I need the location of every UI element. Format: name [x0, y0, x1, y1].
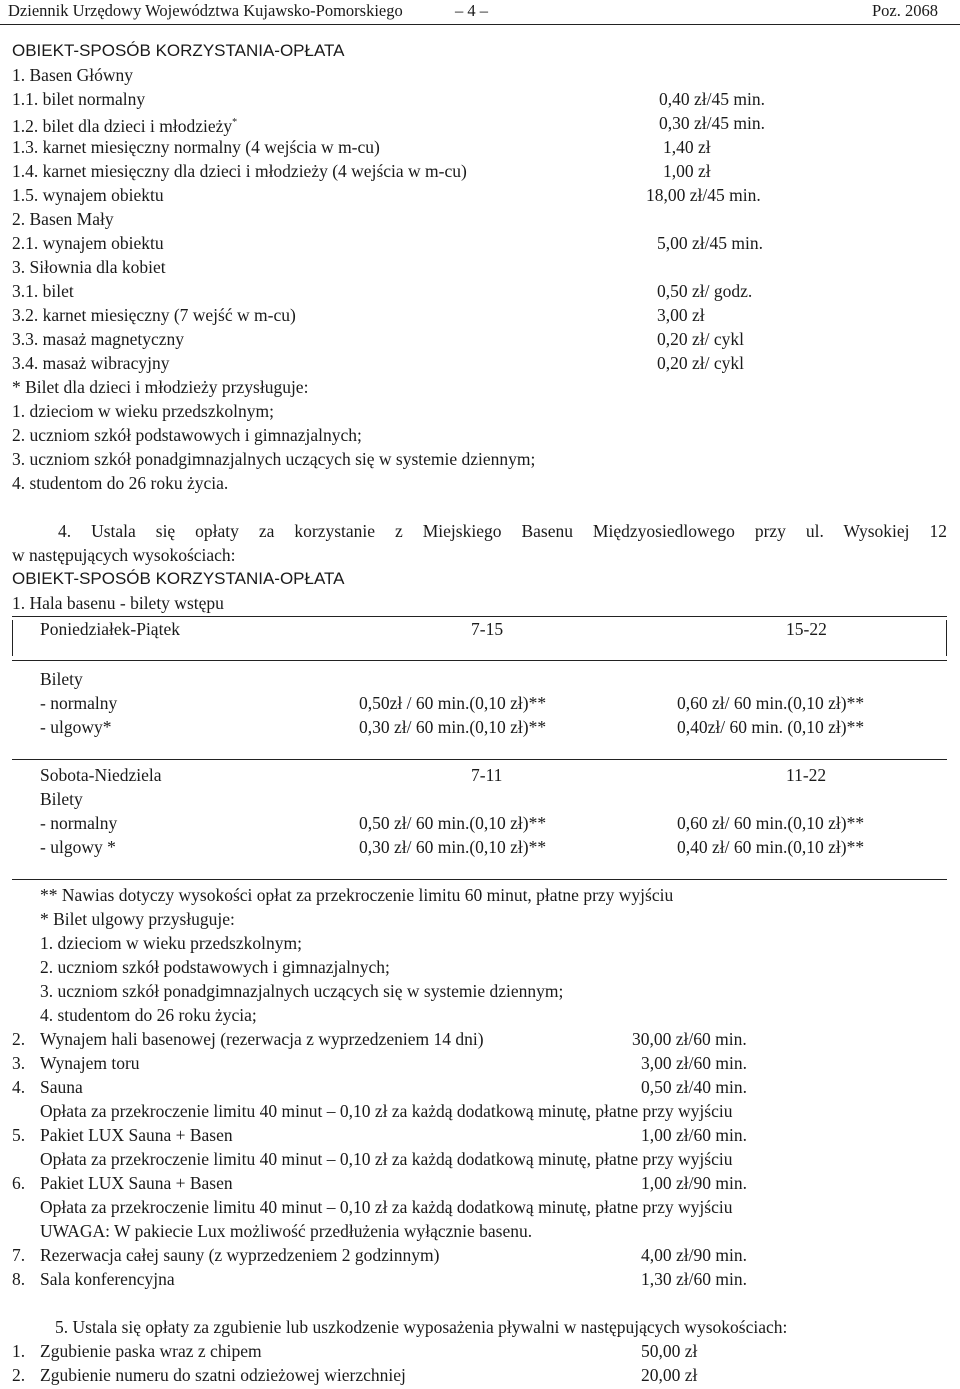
list-item-number: 6.: [12, 1173, 26, 1193]
section5-intro: 5. Ustala się opłaty za zgubienie lub uszkodzenie wyposażenia pływalni w następujących wysokościach:: [55, 1317, 788, 1337]
footnote: * Bilet ulgowy przysługuje:: [40, 909, 235, 929]
table-slot-header: 7-15: [471, 619, 504, 639]
table-slot-header: 7-11: [471, 765, 503, 785]
list-item-price: 20,00 zł: [641, 1365, 698, 1385]
table-left-border: [12, 620, 13, 656]
list-item-label: [12, 111, 237, 138]
overtime-note: Opłata za przekroczenie limitu 40 minut – 0,10 zł za każdą dodatkową minutę, płatne przy wyjściu: [40, 1149, 733, 1169]
hall-heading: 1. Hala basenu - bilety wstępu: [12, 593, 224, 613]
eligibility-item: 1. dzieciom w wieku przedszkolnym;: [12, 401, 274, 421]
list-item-number: 5.: [12, 1125, 26, 1145]
list-item-label: Pakiet LUX Sauna + Basen: [40, 1125, 233, 1145]
table-row-label: - normalny: [40, 693, 118, 713]
overtime-note: Opłata za przekroczenie limitu 40 minut – 0,10 zł za każdą dodatkową minutę, płatne przy wyjściu: [40, 1101, 733, 1121]
footnote: ** Nawias dotyczy wysokości opłat za przekroczenie limitu 60 minut, płatne przy wyjściu: [40, 885, 674, 905]
list-item-label: Zgubienie paska wraz z chipem: [40, 1341, 262, 1361]
section4-title: OBIEKT-SPOSÓB KORZYSTANIA-OPŁATA: [12, 569, 345, 588]
list-item-price: 30,00 zł/60 min.: [632, 1029, 747, 1049]
list-item-price: 1,00 zł/60 min.: [641, 1125, 747, 1145]
table-cell: 0,40zł/ 60 min. (0,10 zł)**: [677, 717, 865, 737]
list-item-price: 0,20 zł/ cykl: [657, 329, 744, 349]
list-item-label: Zgubienie numeru do szatni odzieżowej wierzchniej: [40, 1365, 406, 1385]
list-item-number: 7.: [12, 1245, 26, 1265]
list-item-number: 4.: [12, 1077, 26, 1097]
list-item-label: 1. Basen Główny: [12, 65, 134, 85]
section4-intro-cont: w następujących wysokościach:: [12, 545, 236, 565]
position-number: Poz. 2068: [872, 1, 938, 20]
eligibility-heading: * Bilet dla dzieci i młodzieży przysługuje:: [12, 377, 309, 397]
list-item-label: 3.3. masaż magnetyczny: [12, 329, 185, 349]
table-cell: 0,50 zł/ 60 min.(0,10 zł)**: [359, 813, 547, 833]
journal-title: Dziennik Urzędowy Województwa Kujawsko-Pomorskiego: [8, 1, 403, 20]
list-item-label: 1.1. bilet normalny: [12, 89, 146, 109]
list-item-price: 0,50 zł/40 min.: [641, 1077, 747, 1097]
list-item-number: 2.: [12, 1365, 26, 1385]
table-cell: 0,30 zł/ 60 min.(0,10 zł)**: [359, 717, 547, 737]
list-item-label: Wynajem toru: [40, 1053, 140, 1073]
overtime-note: Opłata za przekroczenie limitu 40 minut – 0,10 zł za każdą dodatkową minutę, płatne przy wyjściu: [40, 1197, 733, 1217]
eligibility-item: 4. studentom do 26 roku życia;: [40, 1005, 257, 1025]
list-item-label: Sala konferencyjna: [40, 1269, 175, 1289]
table-rule: [12, 759, 947, 760]
list-item-label: Pakiet LUX Sauna + Basen: [40, 1173, 233, 1193]
list-item-price: 1,00 zł: [663, 161, 711, 181]
list-item-label: 1.5. wynajem obiektu: [12, 185, 164, 205]
list-item-price: 18,00 zł/45 min.: [646, 185, 761, 205]
list-item-label: 1.4. karnet miesięczny dla dzieci i młodzieży (4 wejścia w m-cu): [12, 161, 467, 181]
table-day-label: Poniedziałek-Piątek: [40, 619, 180, 639]
list-item-label: Sauna: [40, 1077, 83, 1097]
table-right-border: [946, 620, 947, 656]
table-cell: 0,60 zł/ 60 min.(0,10 zł)**: [677, 813, 865, 833]
list-item-price: 1,30 zł/60 min.: [641, 1269, 747, 1289]
table-rule: [12, 879, 947, 880]
list-item-number: 2.: [12, 1029, 26, 1049]
list-item-number: 8.: [12, 1269, 26, 1289]
page-number: – 4 –: [455, 1, 488, 20]
list-item-price: 0,40 zł/45 min.: [659, 89, 765, 109]
header-rule: [0, 24, 960, 25]
list-item-label: 3.4. masaż wibracyjny: [12, 353, 170, 373]
list-item-price: 50,00 zł: [641, 1341, 698, 1361]
warning-note: UWAGA: W pakiecie Lux możliwość przedłużenia wyłącznie basenu.: [40, 1221, 533, 1241]
list-item-label: Wynajem hali basenowej (rezerwacja z wyprzedzeniem 14 dni): [40, 1029, 484, 1049]
eligibility-item: 2. uczniom szkół podstawowych i gimnazjalnych;: [12, 425, 362, 445]
list-item-text: 1.2. bilet dla dzieci i młodzieży: [12, 115, 233, 136]
list-item-price: 0,20 zł/ cykl: [657, 353, 744, 373]
table-row-label: - ulgowy *: [40, 837, 116, 857]
list-item-label: 3. Siłownia dla kobiet: [12, 257, 166, 277]
footnote-mark: *: [232, 117, 238, 128]
list-item-price: 1,00 zł/90 min.: [641, 1173, 747, 1193]
list-item-price: 0,30 zł/45 min.: [659, 113, 765, 133]
table-row-label: - ulgowy*: [40, 717, 112, 737]
eligibility-item: 2. uczniom szkół podstawowych i gimnazjalnych;: [40, 957, 390, 977]
list-item-label: 3.2. karnet miesięczny (7 wejść w m-cu): [12, 305, 296, 325]
eligibility-item: 3. uczniom szkół ponadgimnazjalnych uczących się w systemie dziennym;: [12, 449, 536, 469]
table-row-label: - normalny: [40, 813, 118, 833]
list-item-price: 3,00 zł: [657, 305, 705, 325]
table-slot-header: 15-22: [786, 619, 827, 639]
list-item-label: 2.1. wynajem obiektu: [12, 233, 164, 253]
list-item-price: 0,50 zł/ godz.: [657, 281, 753, 301]
list-item-price: 1,40 zł: [663, 137, 711, 157]
eligibility-item: 1. dzieciom w wieku przedszkolnym;: [40, 933, 302, 953]
table-cell: 0,40 zł/ 60 min.(0,10 zł)**: [677, 837, 865, 857]
eligibility-item: 3. uczniom szkół ponadgimnazjalnych uczących się w systemie dziennym;: [40, 981, 564, 1001]
list-item-label: Rezerwacja całej sauny (z wyprzedzeniem 2 godzinnym): [40, 1245, 440, 1265]
table-rule: [12, 660, 947, 661]
list-item-price: 4,00 zł/90 min.: [641, 1245, 747, 1265]
list-item-number: 1.: [12, 1341, 26, 1361]
section4-intro: 4. Ustala się opłaty za korzystanie z Miejskiego Basenu Międzyosiedlowego przy ul. Wysokiej 12: [58, 521, 947, 541]
section1-title: OBIEKT-SPOSÓB KORZYSTANIA-OPŁATA: [12, 41, 345, 60]
eligibility-item: 4. studentom do 26 roku życia.: [12, 473, 229, 493]
list-item-label: 3.1. bilet: [12, 281, 74, 301]
table-cell: 0,60 zł/ 60 min.(0,10 zł)**: [677, 693, 865, 713]
tickets-label: Bilety: [40, 789, 83, 809]
table-day-label: Sobota-Niedziela: [40, 765, 162, 785]
table-cell: 0,30 zł/ 60 min.(0,10 zł)**: [359, 837, 547, 857]
tickets-label: Bilety: [40, 669, 83, 689]
list-item-price: 3,00 zł/60 min.: [641, 1053, 747, 1073]
list-item-number: 3.: [12, 1053, 26, 1073]
list-item-label: 2. Basen Mały: [12, 209, 114, 229]
list-item-price: 5,00 zł/45 min.: [657, 233, 763, 253]
table-cell: 0,50zł / 60 min.(0,10 zł)**: [359, 693, 547, 713]
list-item-label: 1.3. karnet miesięczny normalny (4 wejścia w m-cu): [12, 137, 380, 157]
table-slot-header: 11-22: [786, 765, 827, 785]
